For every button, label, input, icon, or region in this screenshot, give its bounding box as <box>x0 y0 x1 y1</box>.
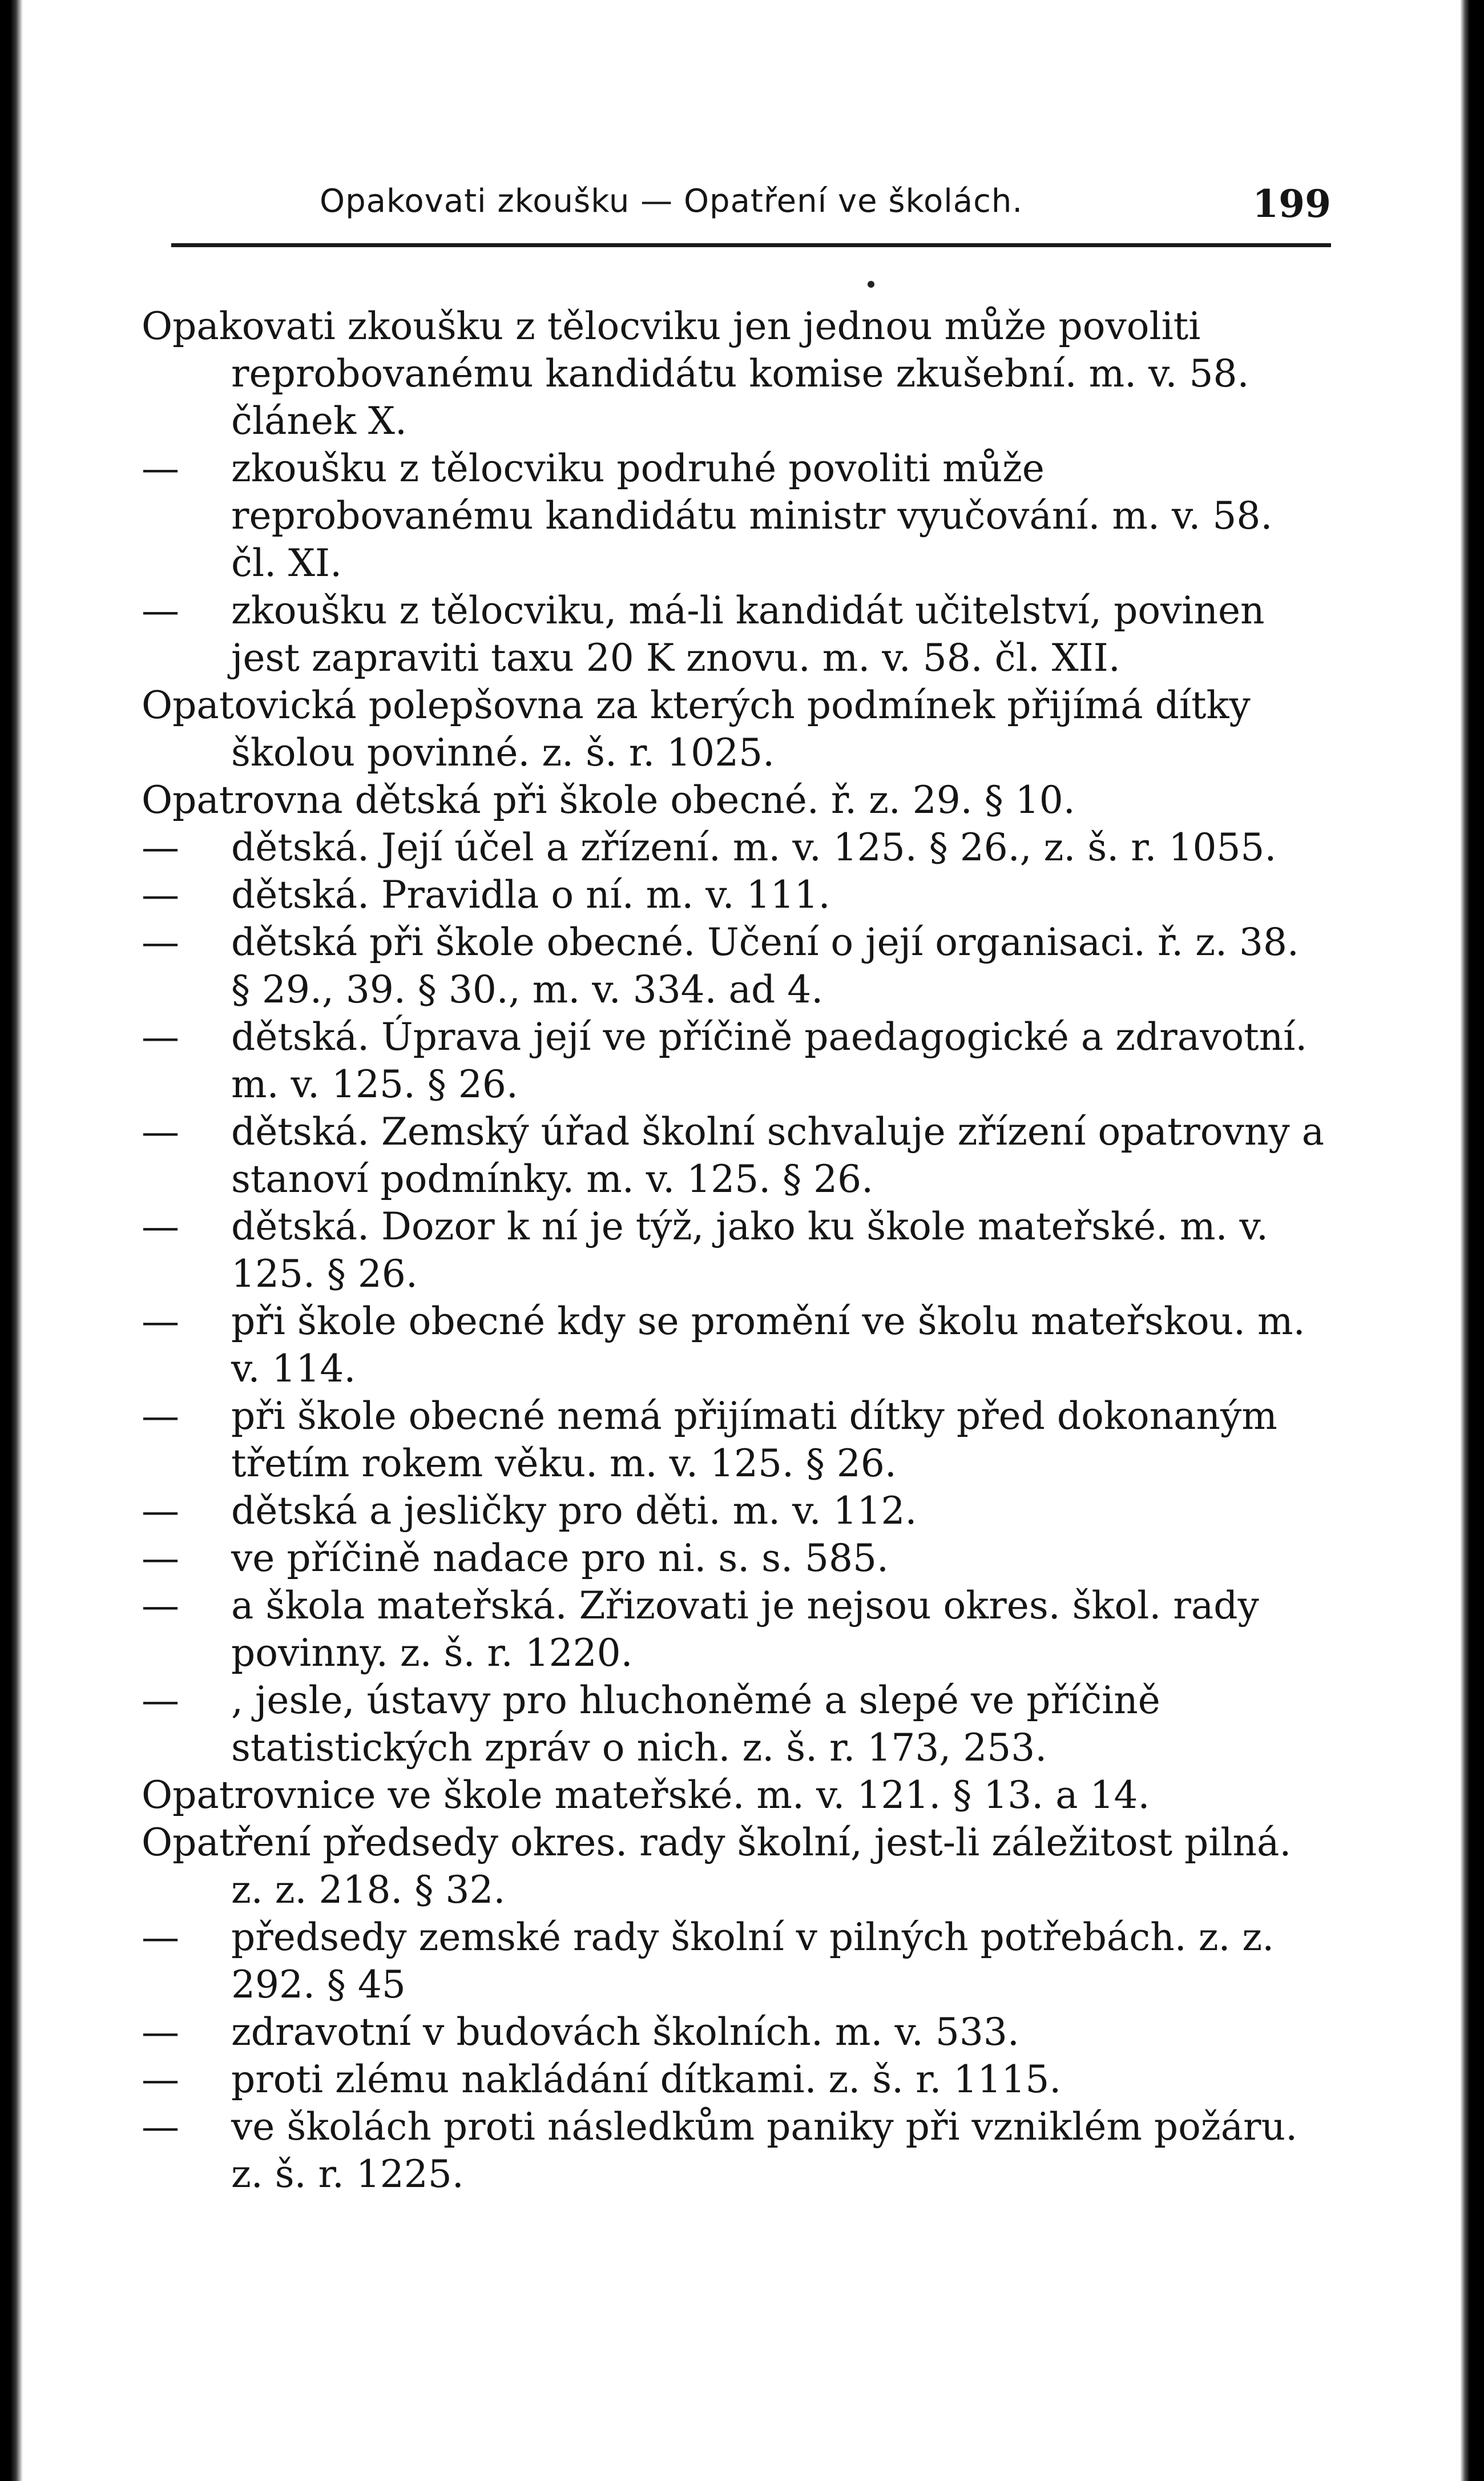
index-entry <box>142 682 1329 776</box>
index-entries <box>142 303 1329 2198</box>
entry-text: dětská a jesličky pro děti. m. v. 112. <box>231 1489 917 1533</box>
entry-text: Opakovati zkoušku z tělocviku jen jednou může povoliti reprobovanému kandidátu komise zkušební. m. v. 58. článek X. <box>142 304 1249 443</box>
entry-text: a škola mateřská. Zřizovati je nejsou okres. škol. rady povinny. z. š. r. 1220. <box>231 1584 1259 1675</box>
entry-dash: — <box>142 1678 179 1722</box>
entry-dash: — <box>142 1299 179 1343</box>
index-subentry <box>142 1582 1329 1677</box>
entry-text: při škole obecné kdy se promění ve školu mateřskou. m. v. 114. <box>231 1299 1305 1391</box>
index-subentry <box>142 1677 1329 1771</box>
ink-speck <box>868 281 874 288</box>
running-title: Opakovati zkoušku — Opatření ve školách. <box>320 183 1023 220</box>
index-subentry <box>142 919 1329 1013</box>
entry-text: ve školách proti následkům paniky při vzniklém požáru. z. š. r. 1225. <box>231 2105 1298 2196</box>
index-subentry <box>142 1487 1329 1534</box>
index-subentry <box>142 1298 1329 1392</box>
index-subentry <box>142 1534 1329 1582</box>
entry-dash: — <box>142 2105 179 2149</box>
entry-dash: — <box>142 1205 179 1248</box>
index-entry <box>142 1819 1329 1914</box>
entry-text: , jesle, ústavy pro hluchoněmé a slepé ve příčině statistických zpráv o nich. z. š. r. 173, 253. <box>231 1678 1160 1770</box>
entry-text: dětská. Úprava její ve příčině paedagogické a zdravotní. m. v. 125. § 26. <box>231 1015 1308 1106</box>
index-subentry <box>142 2103 1329 2198</box>
entry-dash: — <box>142 1015 179 1059</box>
entry-dash: — <box>142 920 179 964</box>
entry-text: zdravotní v budovách školních. m. v. 533. <box>231 2010 1019 2054</box>
index-subentry <box>142 2008 1329 2056</box>
entry-text: zkoušku z tělocviku podruhé povoliti může reprobovanému kandidátu ministr vyučování. m. v. 58. čl. XI. <box>231 446 1273 585</box>
entry-text: proti zlému nakládání dítkami. z. š. r. 1115. <box>231 2057 1062 2101</box>
entry-dash: — <box>142 873 179 917</box>
index-subentry <box>142 587 1329 682</box>
entry-text: dětská. Zemský úřad školní schvaluje zřízení opatrovny a stanoví podmínky. m. v. 125. § 26. <box>231 1110 1325 1201</box>
entry-text: dětská. Její účel a zřízení. m. v. 125. § 26., z. š. r. 1055. <box>231 825 1277 869</box>
entry-text: zkoušku z tělocviku, má-li kandidát učitelství, povinen jest zapraviti taxu 20 K znovu. m. v. 58. čl. XII. <box>231 589 1265 680</box>
index-subentry <box>142 871 1329 919</box>
entry-dash: — <box>142 1394 179 1438</box>
entry-text: dětská. Dozor k ní je týž, jako ku škole mateřské. m. v. 125. § 26. <box>231 1205 1268 1296</box>
entry-dash: — <box>142 1584 179 1628</box>
entry-text: Opatření předsedy okres. rady školní, jest-li záležitost pilná. z. z. 218. § 32. <box>142 1821 1292 1912</box>
entry-text: při škole obecné nemá přijímati dítky před dokonaným třetím rokem věku. m. v. 125. § 26. <box>231 1394 1277 1485</box>
scan-left-edge <box>0 0 23 2481</box>
index-subentry <box>142 1392 1329 1487</box>
entry-text: dětská při škole obecné. Učení o její organisaci. ř. z. 38. § 29., 39. § 30., m. v. 334. ad 4. <box>231 920 1299 1012</box>
entry-text: Opatrovna dětská při škole obecné. ř. z. 29. § 10. <box>142 778 1075 822</box>
entry-text: Opatovická polepšovna za kterých podmínek přijímá dítky školou povinné. z. š. r. 1025. <box>142 683 1251 775</box>
index-subentry <box>142 824 1329 871</box>
index-subentry <box>142 1108 1329 1203</box>
index-subentry <box>142 445 1329 587</box>
entry-dash: — <box>142 446 179 490</box>
scan-right-edge <box>1460 0 1484 2481</box>
entry-dash: — <box>142 1536 179 1580</box>
index-subentry <box>142 1914 1329 2008</box>
index-entry <box>142 776 1329 824</box>
page-number: 199 <box>1252 182 1331 226</box>
index-entry <box>142 303 1329 445</box>
entry-text: dětská. Pravidla o ní. m. v. 111. <box>231 873 830 917</box>
entry-text: předsedy zemské rady školní v pilných potřebách. z. z. 292. § 45 <box>231 1915 1275 2007</box>
index-subentry <box>142 2056 1329 2103</box>
entry-dash: — <box>142 2057 179 2101</box>
index-subentry <box>142 1013 1329 1108</box>
index-subentry <box>142 1203 1329 1298</box>
entry-dash: — <box>142 1110 179 1154</box>
entry-dash: — <box>142 2010 179 2054</box>
header-rule <box>171 243 1331 247</box>
entry-dash: — <box>142 825 179 869</box>
entry-dash: — <box>142 589 179 633</box>
entry-dash: — <box>142 1915 179 1959</box>
entry-text: Opatrovnice ve škole mateřské. m. v. 121. § 13. a 14. <box>142 1773 1150 1817</box>
entry-dash: — <box>142 1489 179 1533</box>
entry-text: ve příčině nadace pro ni. s. s. 585. <box>231 1536 889 1580</box>
index-entry <box>142 1771 1329 1819</box>
